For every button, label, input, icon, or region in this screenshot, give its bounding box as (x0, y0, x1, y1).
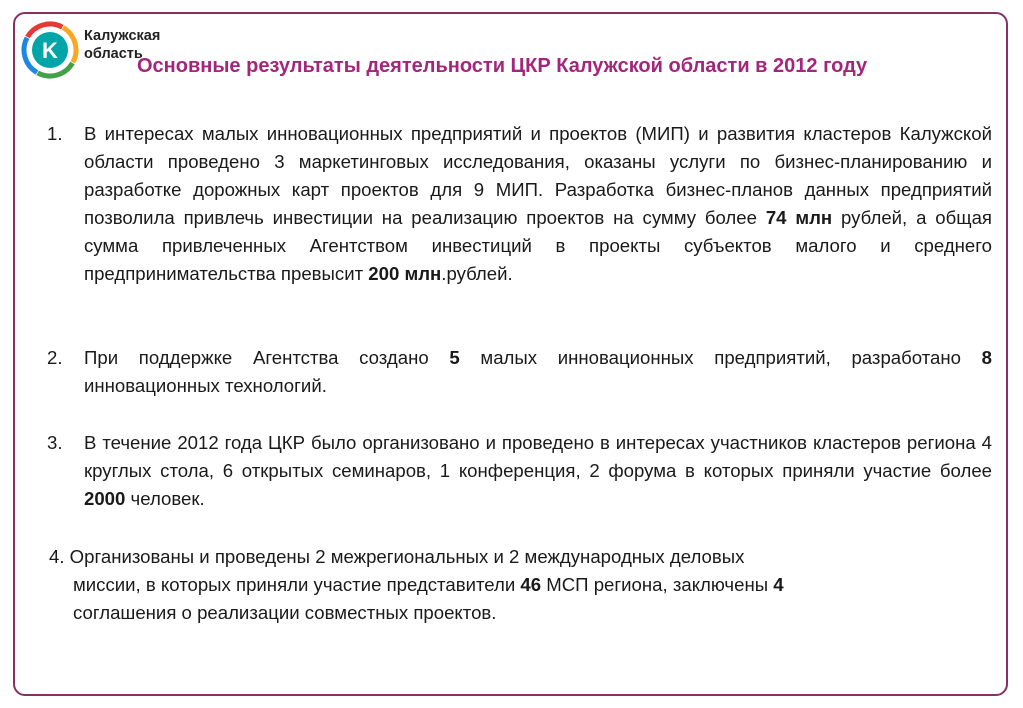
highlight-value: 46 (520, 574, 542, 595)
item-line (49, 571, 969, 599)
highlight-value: 200 млн (368, 263, 442, 284)
text-segment: В интересах малых инновационных предприятий и проектов (МИП) и развития кластеров Калужской области проведено 3 маркетинговых исследования, оказаны услуги по бизнес-планированию и разработке дорожных карт проектов для 9 МИП. Разработка бизнес-планов данных предприятий позволила привлечь инвестиции на реализацию проектов на сумму более (84, 123, 992, 228)
item-text (84, 429, 992, 513)
logo-letter: K (42, 38, 58, 63)
region-logo-icon (20, 20, 80, 80)
text-segment: миссии, в которых приняли участие представители (73, 574, 521, 595)
text-segment: В течение 2012 года ЦКР было организовано и проведено в интересах участников кластеров региона 4 круглых стола, 6 открытых семинаров, 1 конференция, 2 форума в которых приняли участие более (84, 432, 992, 481)
highlight-value: 5 (449, 347, 460, 368)
text-segment: инновационных технологий. (84, 375, 327, 396)
item-text (84, 120, 992, 288)
page-title: Основные результаты деятельности ЦКР Калужской области в 2012 году (137, 55, 868, 77)
list-item (47, 429, 992, 513)
logo-line1: Калужская (84, 28, 161, 44)
text-segment: При поддержке Агентства создано (84, 347, 450, 368)
list-item (47, 120, 992, 288)
text-segment: рублей, а общая сумма привлеченных Агентством инвестиций в проекты субъектов малого и среднего предпринимательства превысит (84, 207, 992, 284)
item-number: 2. (47, 347, 63, 368)
highlight-value: 8 (981, 347, 992, 368)
item-line: 4. Организованы и проведены 2 межрегиональных и 2 международных деловых (49, 546, 745, 567)
text-segment: МСП региона, заключены (541, 574, 774, 595)
highlight-value: 2000 (84, 488, 126, 509)
highlight-value: 74 млн (765, 207, 833, 228)
item-text (84, 344, 992, 400)
list-item (47, 344, 992, 400)
list-item (49, 543, 969, 627)
text-segment: человек. (125, 488, 205, 509)
text-segment: малых инновационных предприятий, разработано (459, 347, 982, 368)
text-segment: .рублей. (441, 263, 513, 284)
item-number: 1. (47, 123, 63, 144)
logo-line2: область (84, 46, 143, 62)
item-number: 3. (47, 432, 63, 453)
item-line: соглашения о реализации совместных проектов. (73, 602, 497, 623)
highlight-value: 4 (773, 574, 784, 595)
